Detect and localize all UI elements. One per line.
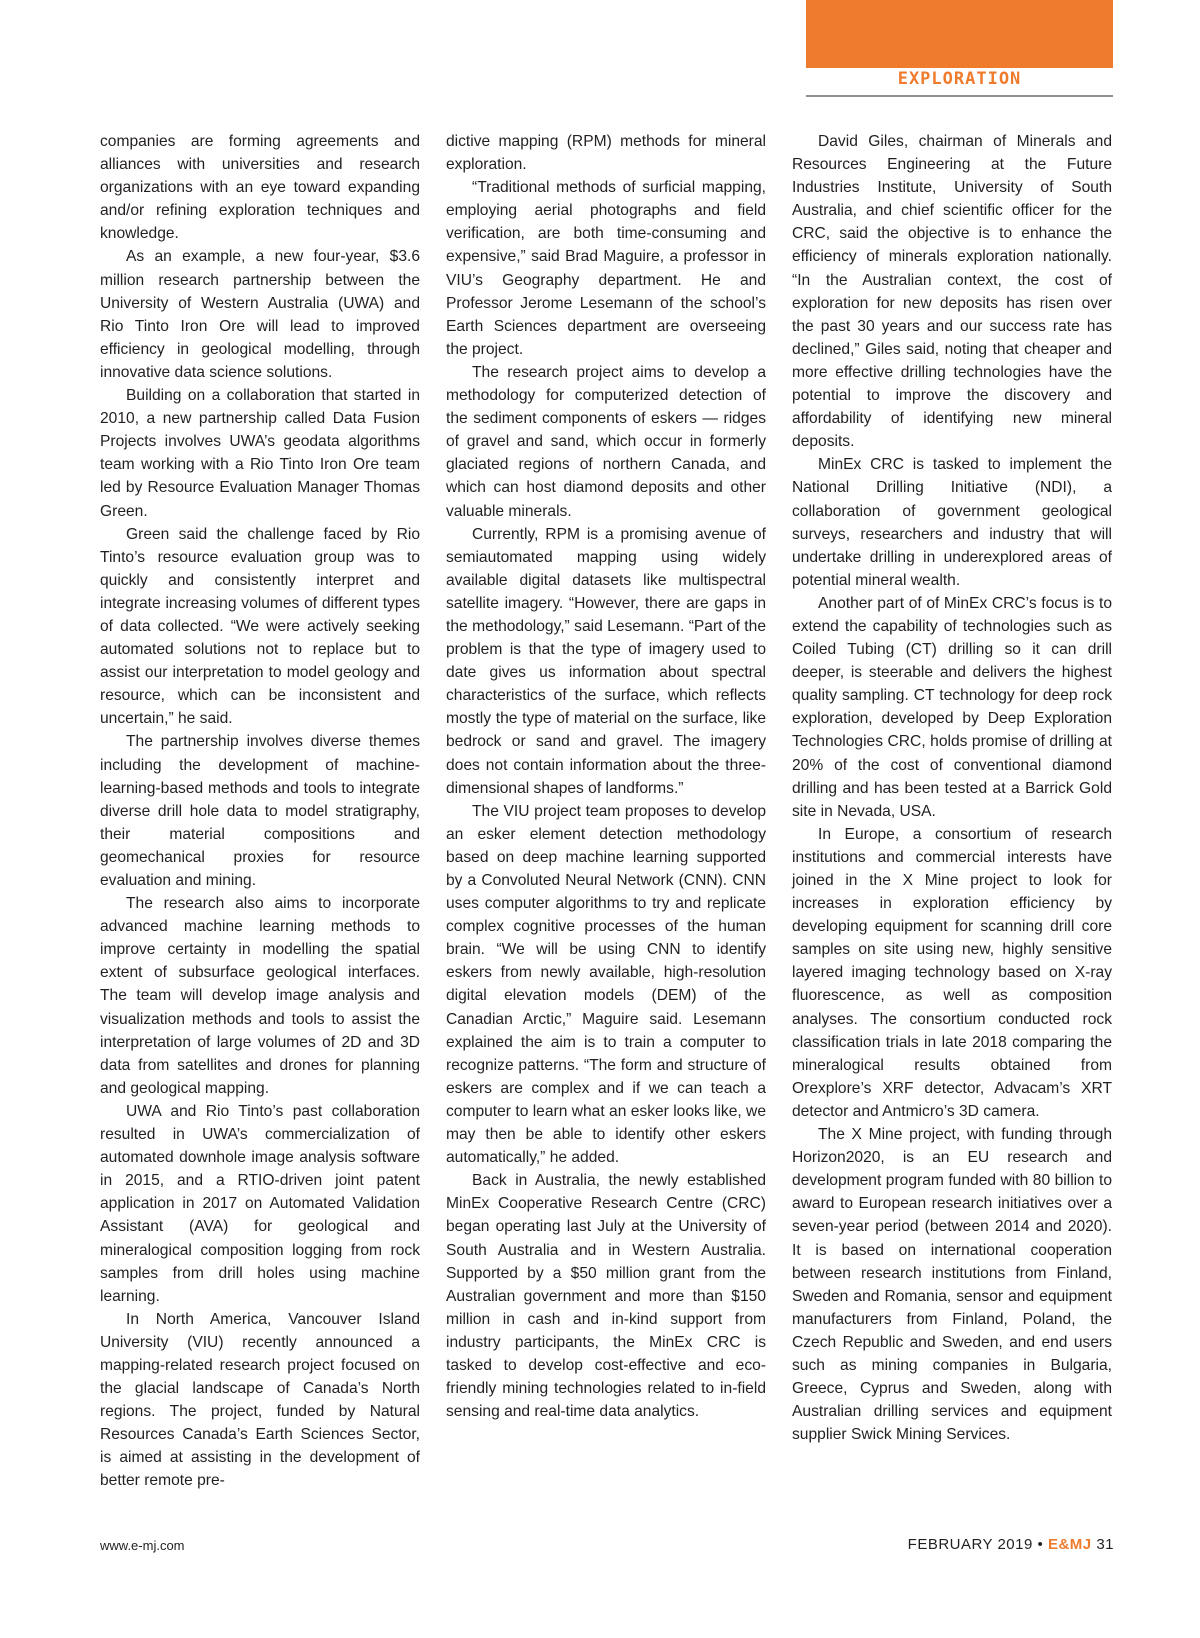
article-column-2 [446, 130, 766, 1423]
paragraph: In North America, Vancouver Island University (VIU) recently announced a mapping-related research project focused on the glacial landscape of Canada’s North regions. The project, funded by Natural Resources Canada’s Earth Sciences Sector, is aimed at assisting in the development of better remote pre- [100, 1310, 420, 1490]
paragraph: The X Mine project, with funding through Horizon2020, is an EU research and development program funded with 80 billion to award to European research initiatives over a seven-year period (between 2014 and 2020). It is based on international cooperation between research institutions from Finland, Sweden and Romania, sensor and equipment manufacturers from Finland, Poland, the Czech Republic and Sweden, and end users such as mining companies in Bulgaria, Greece, Cyprus and Sweden, along with Australian drilling services and equipment supplier Swick Mining Services. [792, 1126, 1112, 1444]
paragraph: The research also aims to incorporate advanced machine learning methods to improve certainty in modelling the spatial extent of subsurface geological interfaces. The team will develop image analysis and visualization methods and tools to assist the interpretation of large volumes of 2D and 3D data from satellites and drones for planning and geological mapping. [100, 895, 420, 1097]
paragraph: The VIU project team proposes to develop an esker element detection methodology based on deep machine learning supported by a Convoluted Neural Network (CNN). CNN uses computer algorithms to try and replicate complex cognitive processes of the human brain. “We will be using CNN to identify eskers from newly available, high-resolution digital elevation models (DEM) of the Canadian Arctic,” Maguire said. Lesemann explained the aim is to train a computer to recognize patterns. “The form and structure of eskers are complex and if we can teach a computer to learn what an esker looks like, we may then be able to identify other eskers automatically,” he added. [446, 802, 766, 1167]
article-column-1 [100, 130, 420, 1493]
section-divider [806, 95, 1113, 97]
paragraph: Back in Australia, the newly established MinEx Cooperative Research Centre (CRC) began operating last July at the University of South Australia and in Western Australia. Supported by a $50 million grant from the Australian government and more than $150 million in cash and in-kind support from industry participants, the MinEx CRC is tasked to develop cost-effective and eco-friendly mining technologies related to in-field sensing and real-time data analytics. [446, 1172, 766, 1421]
paragraph: In Europe, a consortium of research institutions and commercial interests have joined in the X Mine project to look for increases in exploration efficiency by developing equipment for scanning drill core samples on site using new, highly sensitive layered imaging technology based on X-ray fluorescence, as well as composition analyses. The consortium conducted rock classification trials in late 2018 comparing the mineralogical results obtained from Orexplore’s XRF detector, Advacam’s XRT detector and Antmicro’s 3D camera. [792, 825, 1112, 1120]
paragraph: “Traditional methods of surficial mapping, employing aerial photographs and field verification, are both time-consuming and expensive,” said Brad Maguire, a professor in VIU’s Geography department. He and Professor Jerome Lesemann of the school’s Earth Sciences department are overseeing the project. [446, 179, 766, 358]
paragraph: The partnership involves diverse themes including the development of machine-learning-based methods and tools to integrate diverse drill hole data to model stratigraphy, their material compositions and geomechanical proxies for resource evaluation and mining. [100, 733, 420, 889]
paragraph: Another part of of MinEx CRC’s focus is to extend the capability of technologies such as Coiled Tubing (CT) drilling so it can drill deeper, is steerable and delivers the highest quality sampling. CT technology for deep rock exploration, developed by Deep Exploration Technologies CRC, holds promise of drilling at 20% of the cost of conventional diamond drilling and has been tested at a Barrick Gold site in Nevada, USA. [792, 594, 1112, 820]
paragraph: Building on a collaboration that started in 2010, a new partnership called Data Fusion Projects involves UWA’s geodata algorithms team working with a Rio Tinto Iron Ore team led by Resource Evaluation Manager Thomas Green. [100, 387, 420, 520]
section-label: EXPLORATION [897, 69, 1022, 89]
issue-date: FEBRUARY 2019 [907, 1536, 1033, 1553]
paragraph: dictive mapping (RPM) methods for mineral exploration. [446, 133, 766, 174]
paragraph: companies are forming agreements and alliances with universities and research organizations with an eye toward expanding and/or refining exploration techniques and knowledge. [100, 133, 420, 243]
header-color-block [806, 0, 1113, 68]
paragraph: David Giles, chairman of Minerals and Resources Engineering at the Future Industries Institute, University of South Australia, and chief scientific officer for the CRC, said the objective is to enhance the efficiency of minerals exploration nationally. “In the Australian context, the cost of exploration for new deposits has risen over the past 30 years and our success rate has declined,” Giles said, noting that cheaper and more effective drilling technologies have the potential to improve the discovery and affordability of identifying new mineral deposits. [792, 133, 1112, 451]
paragraph: As an example, a new four-year, $3.6 million research partnership between the University of Western Australia (UWA) and Rio Tinto Iron Ore will lead to improved efficiency in geological modelling, through innovative data science solutions. [100, 248, 420, 381]
footer-bullet: • [1037, 1536, 1044, 1553]
page-number: 31 [1096, 1536, 1114, 1553]
page-footer [908, 1536, 1114, 1553]
magazine-name: E&MJ [1047, 1536, 1092, 1553]
article-column-3 [792, 130, 1112, 1446]
paragraph: Green said the challenge faced by Rio Tinto’s resource evaluation group was to quickly and consistently interpret and integrate increasing volumes of different types of data collected. “We were actively seeking automated solutions not to replace but to assist our interpretation to model geology and resource, which can be inconsistent and uncertain,” he said. [100, 525, 420, 728]
paragraph: Currently, RPM is a promising avenue of semiautomated mapping using widely available digital datasets like multispectral satellite imagery. “However, there are gaps in the methodology,” said Lesemann. “Part of the problem is that the type of imagery used to date gives us information about spectral characteristics of the surface, which reflects mostly the type of material on the surface, like bedrock or sand and gravel. The imagery does not contain information about the three-dimensional shapes of landforms.” [446, 525, 766, 797]
website-url[interactable]: www.e-mj.com [100, 1538, 185, 1553]
paragraph: The research project aims to develop a methodology for computerized detection of the sediment components of eskers — ridges of gravel and sand, which occur in formerly glaciated regions of northern Canada, and which can host diamond deposits and other valuable minerals. [446, 363, 766, 520]
paragraph: MinEx CRC is tasked to implement the National Drilling Initiative (NDI), a collaboration of government geological surveys, researchers and industry that will undertake drilling in underexplored areas of potential mineral wealth. [792, 456, 1112, 589]
paragraph: UWA and Rio Tinto’s past collaboration resulted in UWA’s commercialization of automated downhole image analysis software in 2015, and a RTIO-driven joint patent application in 2017 on Automated Validation Assistant (AVA) for geological and mineralogical composition logging from rock samples from drill holes using machine learning. [100, 1102, 420, 1305]
